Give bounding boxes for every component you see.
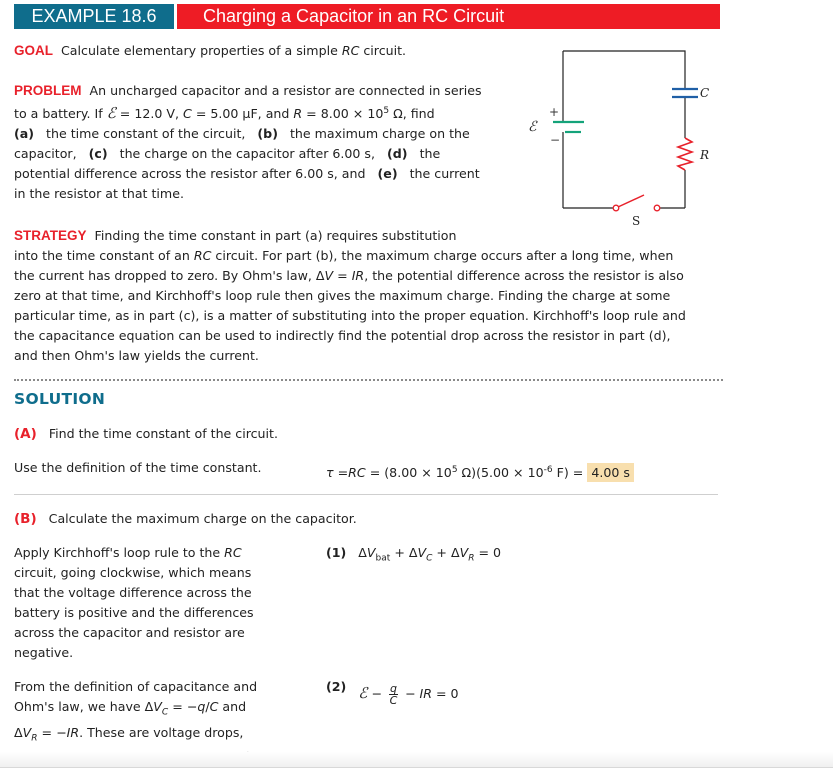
t: IR xyxy=(419,686,432,701)
problem-label: PROBLEM xyxy=(14,83,82,98)
t: = 8.00 × 10 xyxy=(302,106,384,122)
t: F) = xyxy=(552,465,588,481)
part-a-result-highlight: 4.00 s xyxy=(587,463,634,482)
capacitor-label: C xyxy=(700,86,710,100)
t: the current has dropped to zero. By Ohm's law, Δ xyxy=(14,268,325,283)
t: Ω)(5.00 × 10 xyxy=(457,465,544,481)
part-d-label: (d) xyxy=(387,146,408,162)
t: , the potential difference across the resistor is also xyxy=(364,268,684,283)
part-b-step1-text xyxy=(14,543,274,663)
t: Ohm's law, we have Δ xyxy=(14,699,154,714)
equation-2-body xyxy=(358,683,458,706)
emf-label: ℰ xyxy=(528,119,537,135)
r-var: R xyxy=(293,106,303,122)
t: V xyxy=(22,724,32,740)
strategy-label: STRATEGY xyxy=(14,228,87,243)
t: -6 xyxy=(543,465,553,475)
t: to a battery. If xyxy=(14,106,107,122)
t: q xyxy=(197,699,206,714)
t: = − xyxy=(37,724,67,740)
goal-text-rc: RC xyxy=(341,43,360,58)
problem-line-6: in the resistor at that time. xyxy=(14,186,184,202)
t: V xyxy=(459,545,469,560)
part-c-label: (c) xyxy=(88,146,108,162)
t: R xyxy=(468,553,475,564)
t: q xyxy=(389,682,397,695)
t: V xyxy=(153,699,162,714)
emf-symbol: ℰ xyxy=(106,104,116,123)
battery-icon xyxy=(553,122,584,132)
t: circuit. For part (b), the maximum charge occurs after a long time, when xyxy=(211,248,674,263)
t: = (8.00 × 10 xyxy=(365,465,452,481)
t: 5 xyxy=(451,465,458,475)
t: Apply Kirchhoff's loop rule to the xyxy=(14,545,225,560)
equation-number: (2) xyxy=(326,679,347,694)
t: V xyxy=(324,268,334,283)
example-number: EXAMPLE 18.6 xyxy=(14,4,174,29)
t: V xyxy=(417,545,427,560)
switch-icon xyxy=(613,195,660,211)
t: IR xyxy=(66,724,80,740)
problem-line1-text: An uncharged capacitor and a resistor are connected in series xyxy=(89,83,482,98)
strategy-line-3 xyxy=(14,266,734,286)
part-a-title: Find the time constant of the circuit. xyxy=(48,426,278,441)
t: R xyxy=(31,733,38,744)
switch-label: S xyxy=(632,214,641,228)
t: RC xyxy=(348,465,366,481)
problem-line-5 xyxy=(14,164,514,184)
problem-line-4 xyxy=(14,144,514,164)
t: = 0 xyxy=(474,545,502,560)
t: = xyxy=(333,268,352,283)
t: and xyxy=(218,699,247,714)
equation-number: (1) xyxy=(326,545,347,560)
t: C xyxy=(209,699,219,714)
strategy-line-1 xyxy=(14,226,734,246)
t: that the voltage difference across the xyxy=(14,585,252,600)
t: = 0 xyxy=(431,686,459,701)
part-a-text: the time constant of the circuit, xyxy=(46,126,246,142)
t: bat xyxy=(375,553,391,564)
t: across the capacitor and resistor are xyxy=(14,625,245,640)
part-b-title: Calculate the maximum charge on the capacitor. xyxy=(48,511,357,526)
t: C xyxy=(426,553,433,564)
rc-circuit-diagram xyxy=(520,45,720,230)
part-a-equation xyxy=(326,460,634,483)
equation-1 xyxy=(326,543,501,569)
t: battery is positive and the differences xyxy=(14,605,254,620)
t: IR xyxy=(351,268,365,283)
t: Δ xyxy=(358,545,367,560)
part-a-step-label: (A) xyxy=(14,426,37,442)
t xyxy=(14,697,304,723)
part-b-label: (b) xyxy=(257,126,278,142)
t: . These are voltage drops, xyxy=(79,724,244,740)
part-d-text: the xyxy=(419,146,441,162)
t: Ω, find xyxy=(389,106,435,122)
t: negative. xyxy=(14,645,74,660)
solution-heading: SOLUTION xyxy=(14,390,106,408)
part-b-text: the maximum charge on the xyxy=(289,126,470,142)
t xyxy=(14,723,304,749)
scroll-edge-shadow xyxy=(0,752,833,768)
equation-2 xyxy=(326,677,459,706)
section-divider-dotted xyxy=(14,379,723,381)
strategy-line-6: the capacitance equation can be used to indirectly find the potential drop across the resistor in part (d), xyxy=(14,328,671,343)
problem-line-1 xyxy=(14,81,514,101)
t: C xyxy=(389,694,398,707)
t: potential difference across the resistor after 6.00 s, and xyxy=(14,166,366,182)
problem xyxy=(14,81,514,204)
t: = 12.0 V, xyxy=(115,106,184,122)
fraction-q-over-c xyxy=(389,683,398,706)
resistor-label: R xyxy=(700,148,710,162)
emf-symbol: ℰ xyxy=(358,684,368,702)
part-a-label: (a) xyxy=(14,126,35,142)
part-c-text: the charge on the capacitor after 6.00 s, xyxy=(119,146,375,162)
part-b-step-label: (B) xyxy=(14,511,37,527)
t: + Δ xyxy=(432,545,460,560)
t xyxy=(14,543,274,563)
strategy xyxy=(14,226,734,366)
resistor-icon xyxy=(678,138,692,170)
part-e-text: the current xyxy=(409,166,480,182)
capacitor-icon xyxy=(672,89,698,97)
part-a-step-text: Use the definition of the time constant. xyxy=(14,460,262,475)
t: − xyxy=(400,686,420,701)
goal xyxy=(14,41,406,61)
goal-label: GOAL xyxy=(14,43,53,58)
tau-symbol: τ xyxy=(326,465,334,481)
part-divider xyxy=(14,494,718,495)
t: Δ xyxy=(14,724,23,740)
t: Finding the time constant in part (a) requires substitution xyxy=(94,228,457,243)
t: C xyxy=(161,707,169,718)
goal-text-a: Calculate elementary properties of a simple xyxy=(61,43,342,58)
battery-minus: − xyxy=(550,133,561,147)
problem-line-2 xyxy=(14,101,514,124)
c-var: C xyxy=(183,106,192,122)
strategy-line-4: zero at that time, and Kirchhoff's loop rule then gives the maximum charge. Finding the charge at some xyxy=(14,288,671,303)
t: − xyxy=(367,686,386,701)
t: = − xyxy=(168,699,198,714)
part-e-label: (e) xyxy=(377,166,398,182)
t: circuit, going clockwise, which means xyxy=(14,565,252,580)
t: RC xyxy=(193,248,212,263)
goal-text-b: circuit. xyxy=(359,43,407,58)
t: V xyxy=(366,545,376,560)
t: capacitor, xyxy=(14,146,77,162)
problem-line-3 xyxy=(14,124,514,144)
part-b-heading xyxy=(14,509,357,529)
t: into the time constant of an xyxy=(14,248,194,263)
strategy-line-5: particular time, as in part (c), is a matter of substituting into the proper equation. Kirchhoff's loop rule and xyxy=(14,308,686,323)
battery-plus: + xyxy=(549,105,560,119)
example-title xyxy=(177,4,720,29)
t: RC xyxy=(224,545,242,560)
strategy-line-7: and then Ohm's law yields the current. xyxy=(14,348,259,363)
part-a-heading xyxy=(14,424,278,444)
strategy-line-2 xyxy=(14,246,734,266)
t: = 5.00 μF, and xyxy=(191,106,294,122)
t: = xyxy=(333,465,349,481)
t: From the definition of capacitance and xyxy=(14,679,258,694)
example-title-text: Charging a Capacitor in an RC Circuit xyxy=(203,6,505,26)
t: + Δ xyxy=(390,545,418,560)
exponent: 5 xyxy=(383,106,390,116)
t: / xyxy=(205,699,210,714)
circuit-wires xyxy=(563,51,685,208)
